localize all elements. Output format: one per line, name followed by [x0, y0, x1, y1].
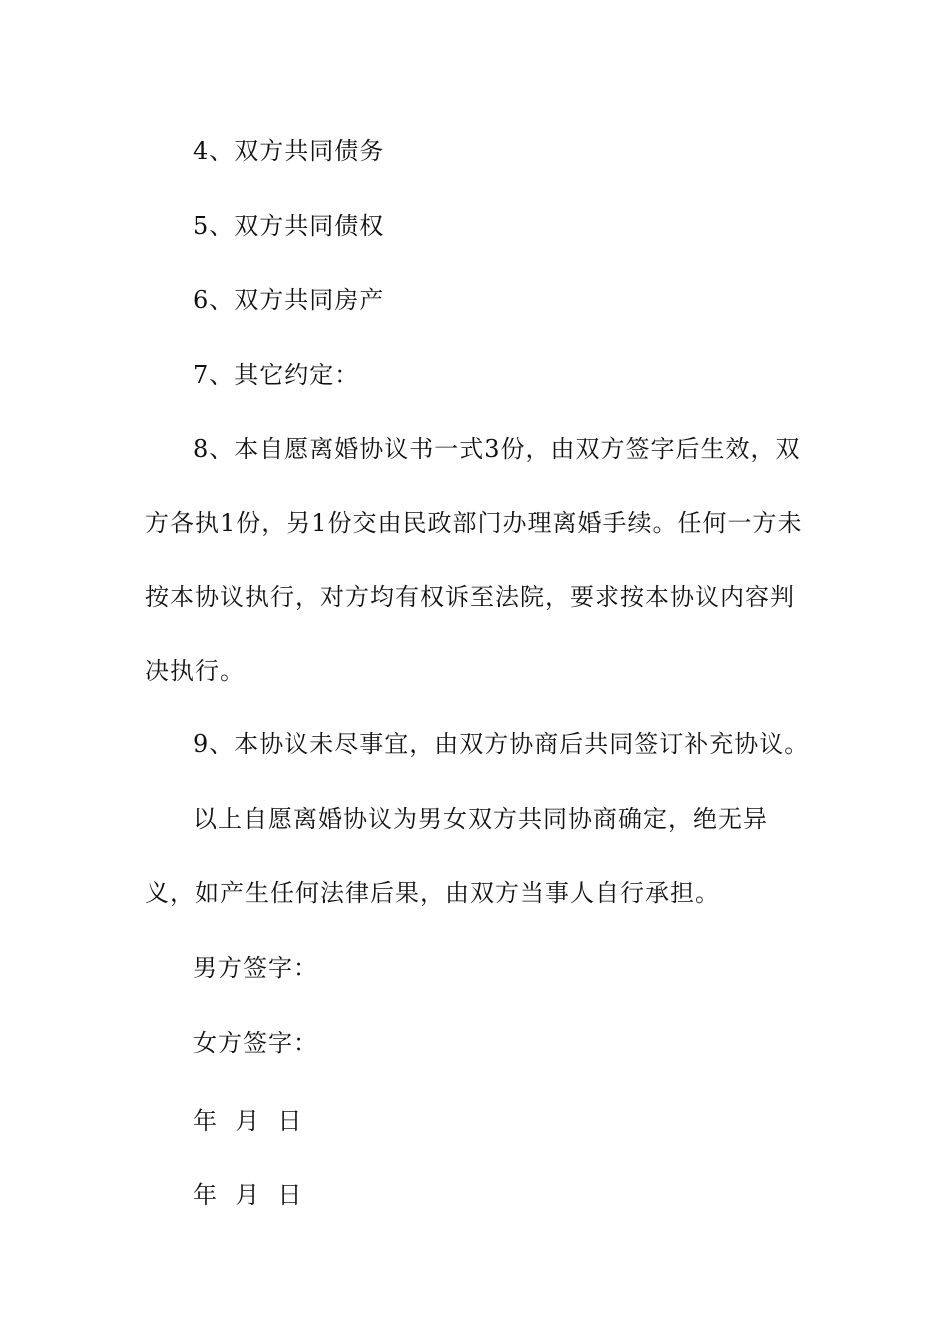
clause-7: 7、其它约定：: [193, 361, 360, 389]
clause-9: 9、本协议未尽事宜，由双方协商后共同签订补充协议。: [193, 730, 810, 758]
clause-6: 6、双方共同房产: [193, 286, 385, 314]
male-signature-label: 男方签字：: [193, 954, 318, 982]
closing-statement: 以上自愿离婚协议为男女双方共同协商确定，绝无异义，如产生任何法律后果，由双方当事人自行承担。: [145, 805, 768, 907]
clause-4: 4、双方共同债务: [193, 137, 385, 165]
date-line-1: 年 月 日: [193, 1107, 303, 1135]
clause-8: 8、本自愿离婚协议书一式3份，由双方签字后生效，双方各执1份，另1份交由民政部门办理离婚手续。任何一方未按本协议执行，对方均有权诉至法院，要求按本协议内容判决执行。: [145, 435, 803, 685]
female-signature-label: 女方签字：: [193, 1029, 318, 1057]
clause-5: 5、双方共同债权: [193, 212, 385, 240]
date-line-2: 年 月 日: [193, 1181, 303, 1209]
